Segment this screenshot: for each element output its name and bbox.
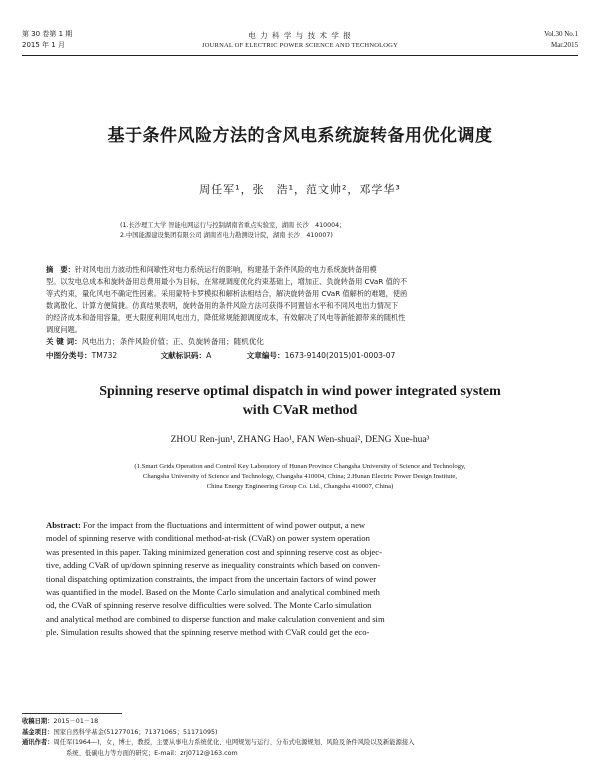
article-number-value: 1673-9140(2015)01-0003-07 — [284, 351, 396, 360]
doc-code-value: A — [206, 351, 212, 360]
abstract-cn-line: 型。以发电总成本和旋转备用总费用最小为目标，在常规调度优化约束基础上，增加正、负旋转备用 CVaR 值的不 — [46, 277, 408, 286]
abstract-cn-line: 针对风电出力波动性和间歇性对电力系统运行的影响，构建基于条件风险的电力系统旋转备用模 — [74, 265, 377, 274]
header-volume-en: Vol.30 No.1 — [544, 30, 578, 38]
title-en-line: with CVaR method — [242, 403, 358, 418]
title-en — [0, 382, 600, 420]
clc-label: 中图分类号： — [46, 351, 92, 360]
affiliation-en-line: (1.Smart Grids Operation and Control Key Laboratory of Hunan Province Changsha University of Science and Technology, — [134, 463, 466, 470]
classification-line — [46, 350, 566, 362]
clc-value: TM732 — [91, 351, 118, 360]
abstract-en-label: Abstract: — [46, 520, 81, 530]
title-en-line: Spinning reserve optimal dispatch in wind power integrated system — [99, 384, 501, 399]
keywords-cn — [46, 336, 556, 348]
abstract-en-line: was quantified in the model. Based on the Monte Carlo simulation and analytical combined meth — [46, 587, 380, 598]
abstract-cn-line: 等式约束，量化风电不确定性因素。采用蒙特卡罗模拟和解析法相结合，解决旋转备用 CVaR 值解析的难题，使函 — [46, 289, 408, 298]
footnote-author-bio: 通讯作者：周任军(1964—)，女，博士，教授，主要从事电力系统优化、电网规划与运行、分布式电源规划、风险及条件风险以及新能源接入 — [22, 739, 415, 746]
abstract-en-line: ple. Simulation results showed that the spinning reserve method with CVaR could get the eco- — [46, 627, 370, 638]
affiliation-cn-line: (1.长沙理工大学 智能电网运行与控制湖南省重点实验室，湖南 长沙 410004； — [120, 222, 346, 229]
footnote-fund: 基金项目：国家自然科学基金(51277016；71371065；51171095) — [22, 728, 218, 736]
abstract-cn-line: 调度问题。 — [46, 325, 82, 334]
abstract-en — [46, 519, 556, 640]
keywords-cn-value: 风电出力；条件风险价值；正、负旋转备用；随机优化 — [81, 337, 264, 346]
header-journal-en: JOURNAL OF ELECTRIC POWER SCIENCE AND TECHNOLOGY — [202, 42, 398, 49]
title-cn: 基于条件风险方法的含风电系统旋转备用优化调度 — [107, 126, 493, 146]
affiliation-en-line: Changsha University of Science and Technology, Changsha 410004, China; 2.Hunan Electric Power Design Institute, — [142, 473, 458, 480]
abstract-cn — [46, 264, 556, 336]
keywords-cn-label: 关 键 词： — [46, 337, 82, 346]
footnote-received: 收稿日期：2015－01－18 — [22, 718, 99, 725]
article-number-label: 文章编号： — [246, 351, 285, 360]
doc-code-label: 文献标识码： — [160, 351, 207, 360]
abstract-cn-line: 的经济成本和备用容量，更大限度利用风电出力，降低常规能源调度成本，有效解决了风电等新能源带来的随机性 — [46, 313, 406, 322]
authors-en: ZHOU Ren-jun¹, ZHANG Hao¹, FAN Wen-shuai², DENG Xue-hua³ — [170, 435, 430, 445]
abstract-en-line: was presented in this paper. Taking minimized generation cost and spinning reserve cost as objec- — [46, 546, 382, 557]
header-rule — [22, 55, 578, 56]
abstract-cn-line: 数离散化、计算方便简捷。仿真结果表明，旋转备用的条件风险方法可获得不同置信水平和不同风电出力情况下 — [46, 301, 399, 310]
footnote-separator — [22, 713, 122, 714]
header-date-en: Mar.2015 — [550, 41, 578, 49]
affiliations-cn — [120, 221, 520, 241]
header-volume-cn: 第 30 卷第 1 期 — [22, 30, 73, 38]
affiliation-en-line: China Energy Engineering Group Co. Ltd., Changsha 410007, China) — [206, 483, 394, 490]
header-journal-cn: 电 力 科 学 与 技 术 学 报 — [248, 31, 352, 40]
affiliation-cn-line: 2.中国能源建设集团有限公司 湖南省电力勘测设计院，湖南 长沙 410007) — [120, 232, 333, 239]
abstract-en-line: od, the CVaR of spinning reserve resolve difficulties were solved. The Monte Carlo simulation — [46, 600, 372, 611]
footnotes — [22, 717, 582, 759]
abstract-en-line: For the impact from the fluctuations and intermittent of wind power output, a new — [83, 520, 366, 530]
abstract-cn-label: 摘 要： — [46, 265, 75, 274]
abstract-en-line: model of spinning reserve with conditional method-at-risk (CVaR) on power system operation — [46, 533, 370, 544]
abstract-en-line: tive, adding CVaR of up/down spinning reserve as inequality constraints which based on conven- — [46, 560, 381, 571]
authors-cn: 周任军¹，张 浩¹，范文帅²，邓学华³ — [199, 183, 401, 196]
footnote-author-bio-cont: 系统、低碳电力等方面的研究；E-mail：zrj0712@163.com — [66, 749, 238, 757]
header-date-cn: 2015 年 1 月 — [22, 41, 65, 49]
affiliations-en — [0, 462, 600, 492]
abstract-en-line: and analytical method are combined to disperse function and make calculation convenient and sim — [46, 613, 385, 624]
abstract-en-line: tional dispatching optimization constraints, the impact from the uncertain factors of wind power — [46, 573, 377, 584]
